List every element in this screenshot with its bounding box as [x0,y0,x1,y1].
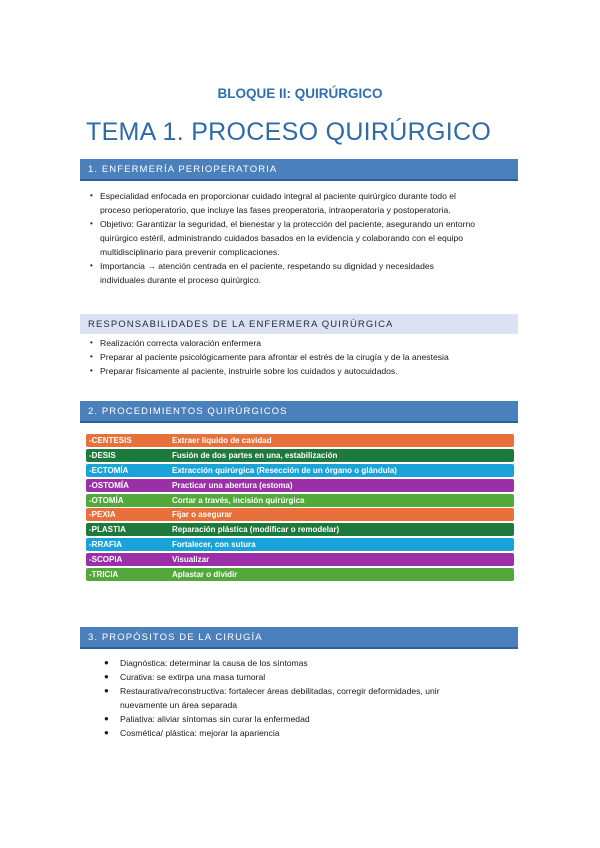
procedure-row [86,479,514,492]
list-item-text: Preparar al paciente psicológicamente para afrontar el estrés de la cirugía y de la anestesia [100,352,449,362]
list-item [92,726,512,740]
responsabilidades-list [90,336,510,378]
bullet-icon: • [90,366,93,375]
list-item [90,350,510,364]
section-header-enfermeria: 1. ENFERMERÍA PERIOPERATORIA [80,159,518,181]
procedure-row [86,508,514,521]
procedure-definition: Extracción quirúrgica (Resección de un órgano o glándula) [172,465,397,475]
procedure-suffix: -TRICIA [89,570,119,580]
procedure-row [86,449,514,462]
procedure-suffix: -PEXIA [89,510,116,520]
procedure-row [86,464,514,477]
section-header-responsabilidades: RESPONSABILIDADES DE LA ENFERMERA QUIRÚRGICA [80,314,518,334]
procedure-definition: Extraer líquido de cavidad [172,436,272,445]
list-item-line: Cosmética/ plástica: mejorar la apariencia [120,728,280,738]
list-item [90,217,510,259]
procedure-definition: Cortar a través, incisión quirúrgica [172,495,305,505]
procedure-definition: Fortalecer, con sutura [172,540,256,550]
procedure-suffix: -OSTOMÍA [89,480,129,490]
procedure-definition: Practicar una abertura (estoma) [172,480,293,490]
list-item-line: Objetivo: Garantizar la seguridad, el bienestar y la protección del paciente, asegurando un entorno [100,219,476,229]
procedures-table [86,434,514,583]
procedure-definition: Visualizar [172,555,210,565]
procedure-suffix: -DESIS [89,450,116,460]
block-title: BLOQUE II: QUIRÚRGICO [217,86,383,101]
procedure-row [86,538,514,551]
bullet-icon: • [90,261,93,270]
list-item-line: Restaurativa/reconstructiva: fortalecer áreas debilitadas, corregir deformidades, unir [120,686,440,696]
bullet-icon: ● [104,686,109,695]
procedure-row [86,494,514,507]
procedure-suffix: -RRAFIA [89,540,122,550]
procedure-suffix: -ECTOMÍA [89,465,129,475]
procedure-definition: Reparación plástica (modificar o remodelar) [172,525,340,535]
list-item [90,259,510,287]
bullet-icon: ● [104,672,109,681]
list-item [92,684,512,712]
list-item [90,336,510,350]
bullet-icon: ● [104,714,109,723]
procedure-suffix: -CENTESIS [89,436,132,445]
procedure-row [86,553,514,566]
list-item-text: Realización correcta valoración enfermera [100,338,261,348]
procedure-definition: Fijar o asegurar [172,510,233,520]
procedure-row [86,568,514,581]
procedure-suffix: -OTOMÍA [89,495,124,505]
list-item [90,189,510,217]
list-item [90,364,510,378]
list-item-line: multidisciplinario para prevenir complicaciones. [100,247,280,257]
section-header-propositos: 3. PROPÓSITOS DE LA CIRUGÍA [80,627,518,649]
section1-list [90,189,510,287]
list-item-line: Importancia → atención centrada en el paciente, respetando su dignidad y necesidades [100,261,434,271]
procedure-suffix: -SCOPIA [89,555,123,565]
procedure-suffix: -PLASTIA [89,525,126,535]
section3-list [92,656,512,740]
bullet-icon: • [90,191,93,200]
section-header-procedimientos: 2. PROCEDIMIENTOS QUIRÚRGICOS [80,401,518,423]
list-item-line: individuales durante el proceso quirúrgico. [100,275,261,285]
list-item-line: quirúrgico estéril, administrando cuidados basados en la evidencia y colaborando con el equipo [100,233,464,243]
list-item-line: Especialidad enfocada en proporcionar cuidado integral al paciente quirúrgico durante todo el [100,191,456,201]
list-item-line: Diagnóstica: determinar la causa de los síntomas [120,658,308,668]
procedure-definition: Fusión de dos partes en una, estabilización [172,450,338,460]
list-item-line: Paliativa: aliviar síntomas sin curar la enfermedad [120,714,310,724]
procedure-definition: Aplastar o dividir [172,570,238,580]
list-item-line: proceso perioperatorio, que incluye las fases preoperatoria, intraoperatoria y postoperatoria. [100,205,451,215]
page-title: TEMA 1. PROCESO QUIRÚRGICO [86,118,492,146]
list-item-line: nuevamente un área separada [120,700,238,710]
list-item [92,670,512,684]
bullet-icon: • [90,338,93,347]
procedure-row [86,523,514,536]
bullet-icon: ● [104,728,109,737]
list-item [92,656,512,670]
bullet-icon: • [90,219,93,228]
bullet-icon: • [90,352,93,361]
list-item [92,712,512,726]
bullet-icon: ● [104,658,109,667]
list-item-line: Curativa: se extirpa una masa tumoral [120,672,266,682]
list-item-text: Preparar físicamente al paciente, instruirle sobre los cuidados y autocuidados. [100,366,398,376]
procedure-row [86,434,514,447]
